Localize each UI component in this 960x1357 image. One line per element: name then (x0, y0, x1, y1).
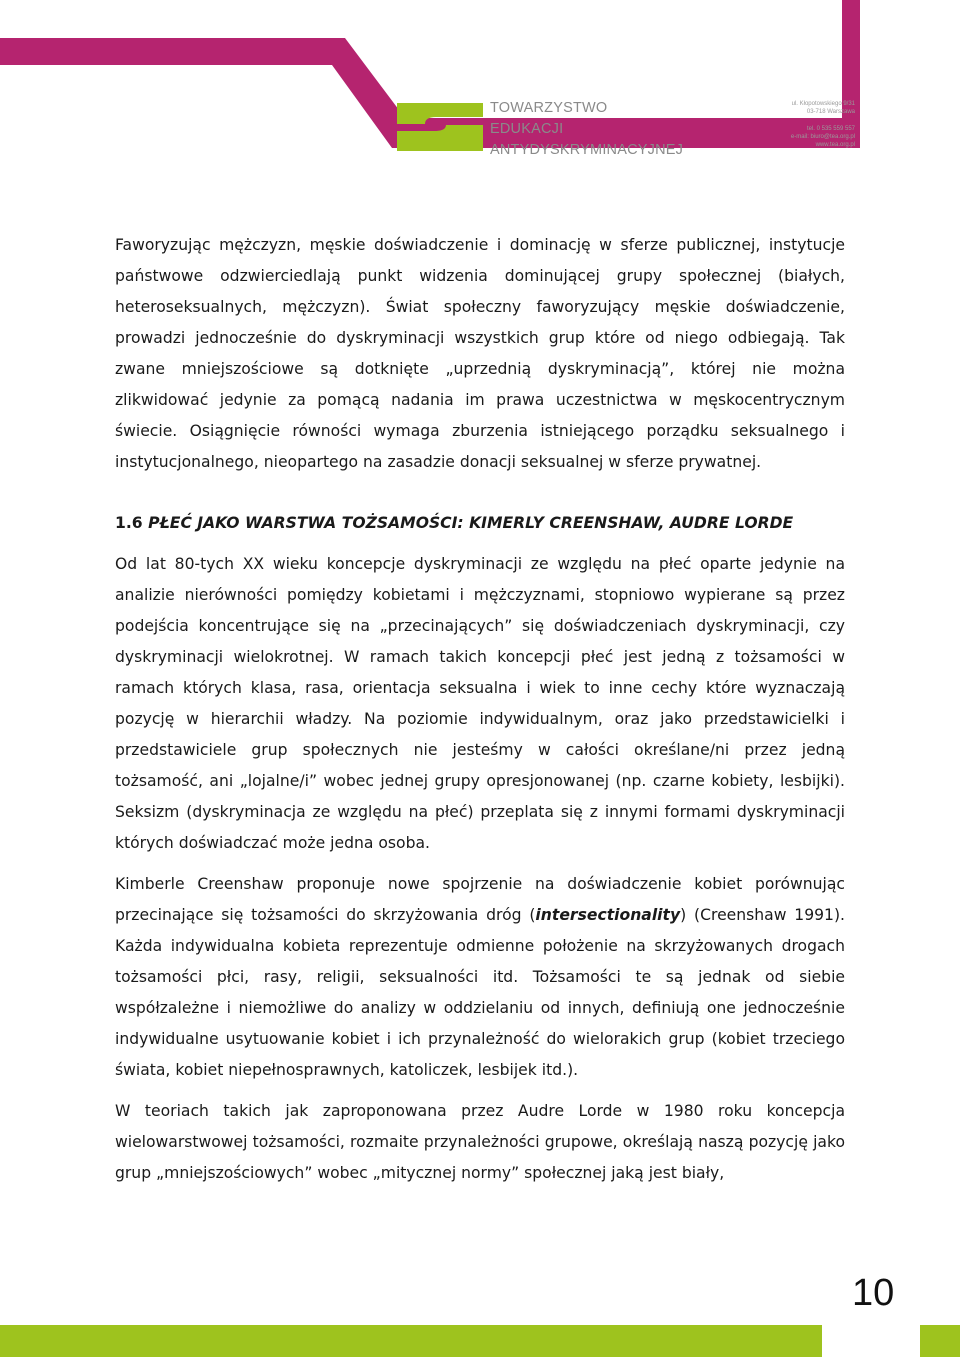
paragraph: Faworyzując mężczyzn, męskie doświadczenie i dominację w sferze publicznej, instytucje państwowe odzwierciedlają punkt widzenia dominującej grupy społecznej (białych, heteroseksualnych, mężczyzn). Świat społeczny faworyzujący męskie doświadczenie, prowadzi jednocześnie do dyskryminacji wszystkich grup które od niego odbiegają. Tak zwane mniejszościowe są dotknięte „uprzednią dyskryminacją”, której nie można zlikwidować jedynie za pomącą nadania im prawa uczestnictwa w męskocentrycznym świecie. Osiągnięcie równości wymaga zburzenia istniejącego porządku seksualnego i instytucjonalnego, nieopartego na zasadzie donacji seksualnej w sferze prywatnej. (115, 236, 845, 471)
paragraph: W teoriach takich jak zaproponowana przez Audre Lorde w 1980 roku koncepcja wielowarstwowej tożsamości, rozmaite przynależności grupowe, określają naszą pozycję jako grup „mniejszościowych” wobec „mitycznej normy” społecznej jaką jest biały, (115, 1102, 845, 1182)
paragraph-text: Kimberle Creenshaw proponuje nowe spojrzenie na doświadczenie kobiet porównując przecinające się tożsamości do skrzyżowania dróg ( (115, 875, 845, 924)
section-heading (115, 508, 845, 539)
paragraph-text: ) (Creenshaw 1991). Każda indywidualna kobieta reprezentuje odmienne położenie na skrzyżowanych drogach tożsamości płci, rasy, religii, seksualności itd. Tożsamości te są jednak od siebie współzależne i niemożliwe do analizy w oddzielaniu od innych, definiują one jednocześnie indywidualne usytuowanie kobiet i ich przynależność do wielorakich grup (kobiet trzeciego świata, kobiet niepełnosprawnych, katoliczek, lesbijek itd.). (115, 906, 846, 1079)
org-name-line: ANTYDYSKRYMINACYJNEJ (490, 142, 684, 158)
emphasis-term: intersectionality (535, 906, 681, 924)
magenta-swoosh (0, 0, 860, 148)
organization-name (490, 98, 683, 161)
page-number: 10 (852, 1272, 895, 1314)
contact-phone: tel. 0 535 559 557 (806, 125, 855, 132)
contact-website: www.tea.org.pl (815, 142, 855, 149)
section-number: 1.6 (115, 514, 143, 532)
contact-spacer (760, 116, 855, 124)
section-title: PŁEĆ JAKO WARSTWA TOŻSAMOŚCI: KIMERLY CREENSHAW, AUDRE LORDE (148, 514, 794, 532)
paragraph: Od lat 80-tych XX wieku koncepcje dyskryminacji ze względu na płeć oparte jedynie na analizie nierówności pomiędzy kobietami i mężczyznami, stopniowo wypierane są przez podejścia koncentrujące się na „przecinających” się doświadczeniach dyskryminacji, czy dyskryminacji wielokrotnej. W ramach takich koncepcji płeć jest jedną z tożsamości w ramach których klasa, rasa, orientacja seksualna i wiek to inne cechy które wyznaczają pozycję w hierarchii władzy. Na poziomie indywidualnym, oraz jako przedstawicielki i przedstawiciele grup społecznych nie jesteśmy w całości określane/ni przez jedną tożsamość, ani „lojalne/i” wobec jednej grupy opresjonowanej (np. czarne kobiety, lesbijki). Seksizm (dyskryminacja ze względu na płeć) przeplata się z innymi formami dyskryminacji których doświadczać może jedna osoba. (115, 555, 845, 852)
contact-city: 03-718 Warszawa (806, 109, 855, 116)
footer-bar (0, 1325, 822, 1357)
contact-email: e-mail: biuro@tea.org.pl (790, 133, 855, 140)
page-header (0, 0, 960, 200)
footer-bar (920, 1325, 960, 1357)
org-name-line: EDUKACJI (490, 121, 564, 137)
contact-address: ul. Kłopotowskiego 9/31 (791, 101, 855, 107)
document-body (115, 230, 845, 1199)
org-name-line: TOWARZYSTWO (490, 100, 608, 116)
contact-info (760, 100, 855, 149)
paragraph (115, 869, 845, 1086)
